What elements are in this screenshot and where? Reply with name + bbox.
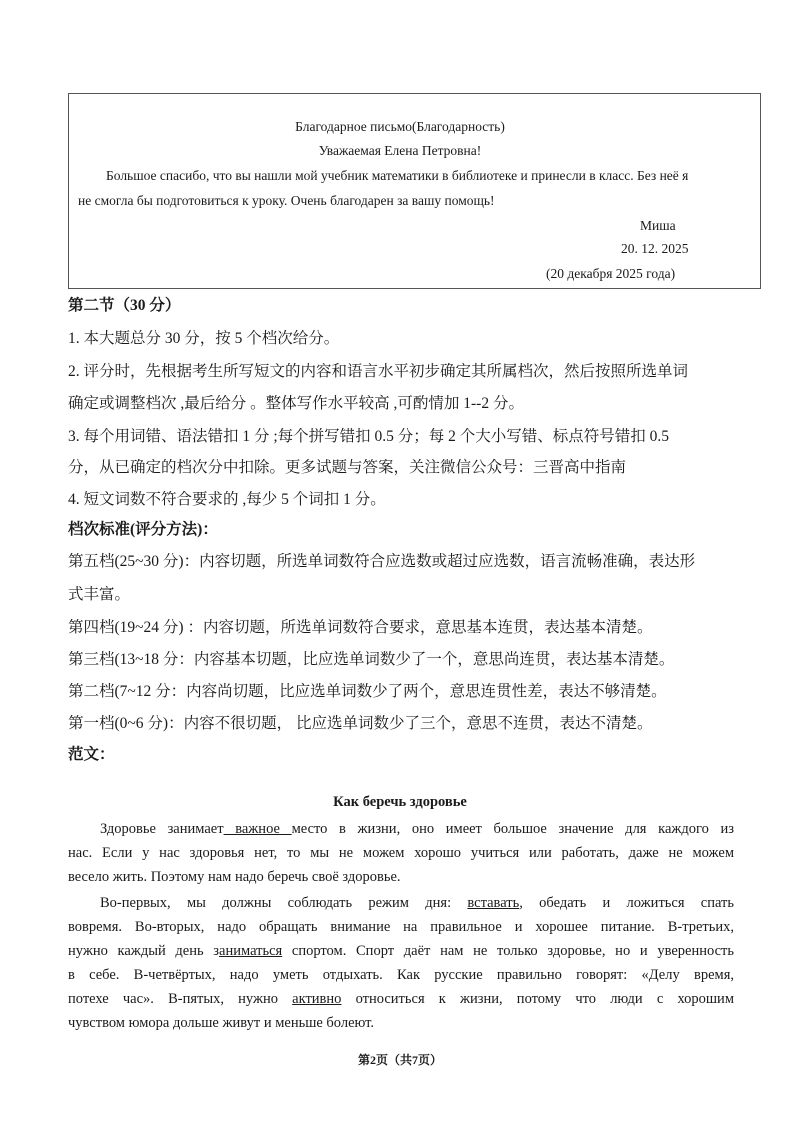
essay-line [68, 989, 734, 1009]
letter-body-1: Большое спасибо, что вы нашли мой учебник математики в библиотеке и принесли в класс. Без неё я [106, 168, 689, 183]
rule-line: 4. 短文词数不符合要求的 ,每少 5 个词扣 1 分。 [68, 491, 386, 508]
underlined-word: активно [292, 991, 342, 1007]
underlined-word: аниматься [219, 943, 283, 959]
essay-line: весело жить. Поэтому нам надо беречь своё здоровье. [68, 869, 401, 885]
text: Во-первых, мы должны соблюдать режим дня: [100, 895, 468, 911]
text: нужно каждый день з [68, 943, 220, 959]
text: относиться к жизни, потому что люди с хорошим [341, 991, 734, 1007]
text: потехе час». В-пятых, нужно [68, 991, 293, 1007]
criteria-line: 式丰富。 [68, 586, 131, 603]
letter-title: Благодарное письмо(Благодарность) [295, 119, 505, 134]
essay-line [100, 819, 734, 839]
underlined-word: вставать [467, 895, 520, 911]
criteria-heading: 档次标准(评分方法)： [68, 521, 218, 538]
section-heading: 第二节（30 分） [68, 297, 181, 314]
sample-heading: 范文： [68, 746, 115, 763]
essay-line: чувством юмора дольше живут и меньше болеют. [68, 1015, 375, 1031]
text: , обедать и ложиться спать [519, 895, 734, 911]
essay-title: Как беречь здоровье [333, 794, 467, 810]
letter-signature: Миша [640, 218, 676, 233]
essay-line [100, 893, 734, 913]
text: Здоровье занимает [100, 821, 224, 837]
rule-line: 3. 每个用词错、语法错扣 1 分 ;每个拼写错扣 0.5 分；每 2 个大小写错、标点符号错扣 0.5 [68, 428, 670, 445]
essay-line: в себе. В-четвёртых, надо уметь отдыхать. Как русские правильно говорят: «Делу время, [68, 967, 734, 983]
essay-line: вовремя. Во-вторых, надо обращать внимание на правильное и хорошее питание. В-третьих, [68, 919, 734, 935]
criteria-line: 第四档(19~24 分) ：内容切题，所选单词数符合要求，意思基本连贯，表达基本清楚。 [68, 619, 653, 636]
essay-line [68, 941, 734, 961]
criteria-line: 第二档(7~12 分：内容尚切题，比应选单词数少了两个，意思连贯性差，表达不够清楚。 [68, 683, 667, 700]
page-footer: 第2页（共7页） [357, 1053, 442, 1067]
letter-date-words: (20 декабря 2025 года) [546, 266, 676, 281]
criteria-line: 第三档(13~18 分：内容基本切题，比应选单词数少了一个，意思尚连贯，表达基本清楚。 [68, 651, 675, 668]
text: спортом. Спорт даёт нам не только здоровье, но и уверенность [282, 943, 735, 959]
rule-line: 分，从已确定的档次分中扣除。更多试题与答案，关注微信公众号：三晋高中指南 [68, 459, 627, 476]
essay-line: нас. Если у нас здоровья нет, то мы не можем хорошо учиться или работать, даже не можем [68, 845, 734, 861]
text: место в жизни, оно имеет большое значение для каждого из [291, 821, 734, 837]
criteria-line: 第五档(25~30 分)：内容切题，所选单词数符合应选数或超过应选数，语言流畅准确，表达形 [68, 553, 696, 570]
rule-line: 2. 评分时，先根据考生所写短文的内容和语言水平初步确定其所属档次，然后按照所选单词 [68, 363, 689, 380]
underlined-word: важное [223, 821, 292, 837]
letter-body-2: не смогла бы подготовиться к уроку. Очень благодарен за вашу помощь! [78, 193, 495, 208]
rule-line: 确定或调整档次 ,最后给分 。整体写作水平较高 ,可酌情加 1--2 分。 [68, 395, 524, 412]
letter-date: 20. 12. 2025 [621, 241, 689, 256]
letter-greeting: Уважаемая Елена Петровна! [318, 143, 482, 158]
rule-line: 1. 本大题总分 30 分，按 5 个档次给分。 [68, 330, 340, 347]
criteria-line: 第一档(0~6 分)：内容不很切题， 比应选单词数少了三个，意思不连贯，表达不清楚。 [68, 715, 653, 732]
